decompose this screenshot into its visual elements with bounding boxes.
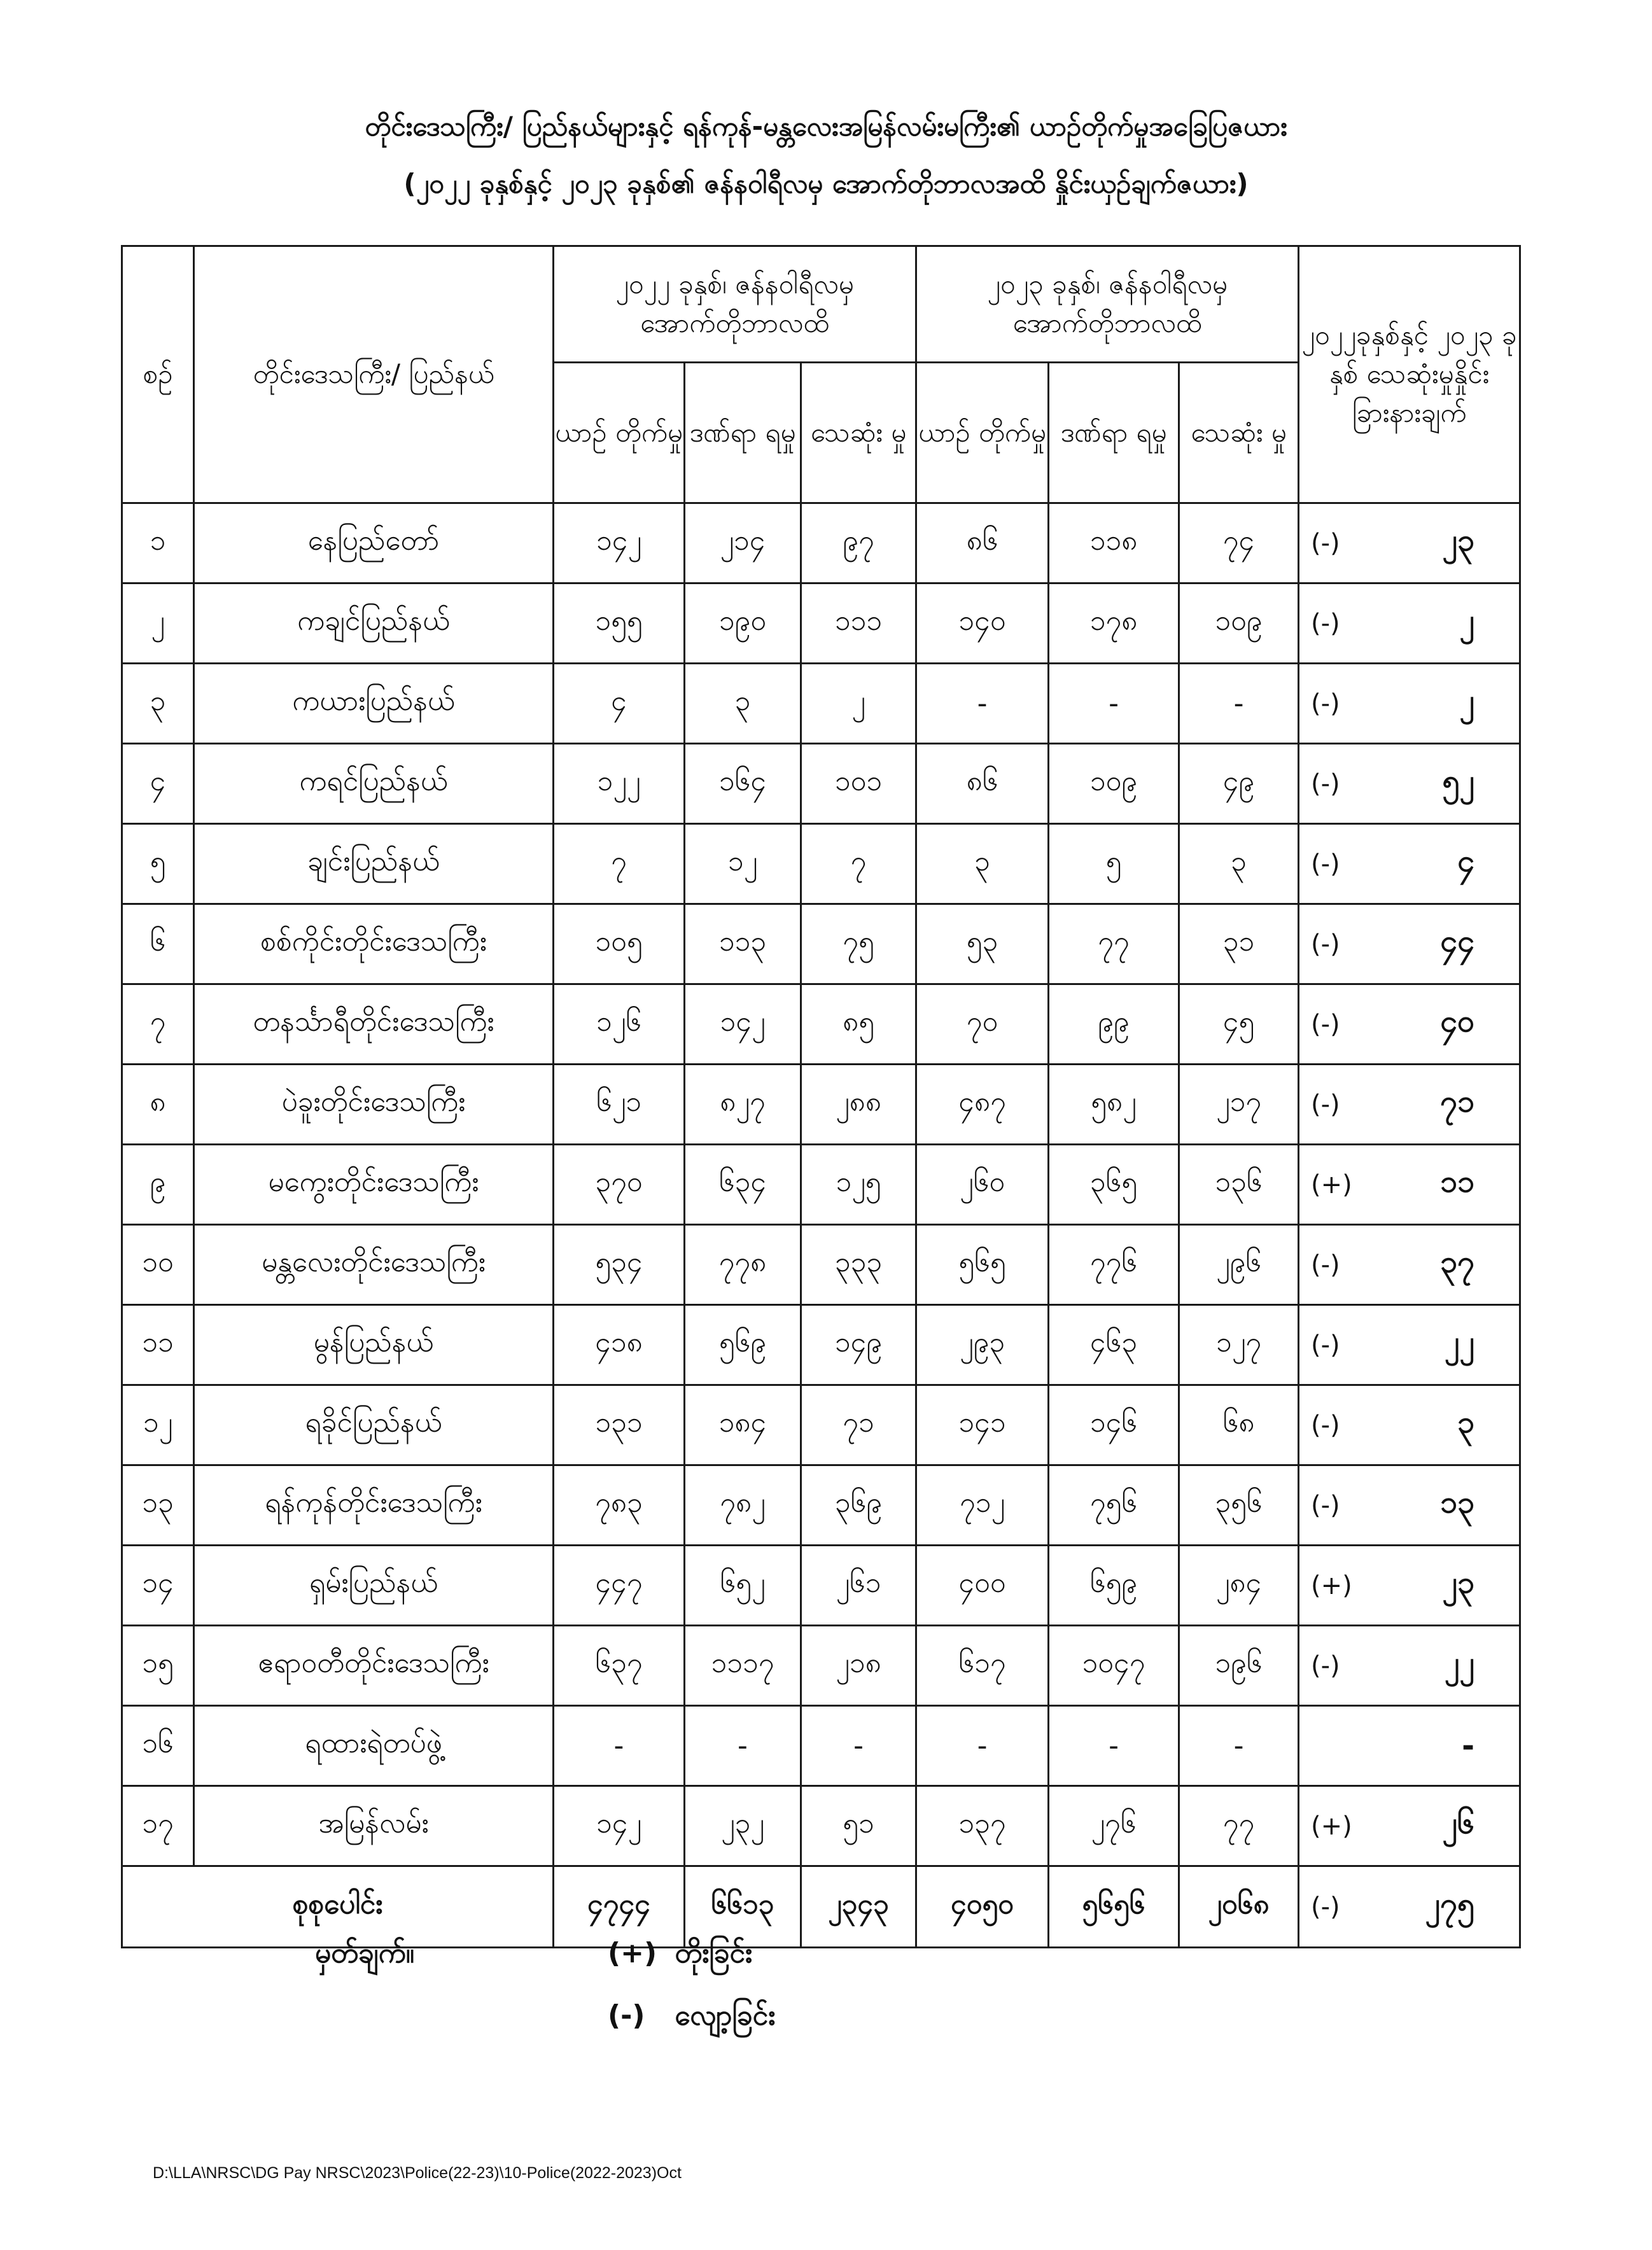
row-number: ၁၄: [122, 1546, 194, 1626]
deaths-2022-cell: ၁၄၉: [801, 1305, 916, 1385]
injured-2022-cell: ၂၃၂: [685, 1786, 801, 1866]
accidents-2022-cell: ၅၃၄: [554, 1225, 685, 1305]
deaths-2022-cell: ၂၁၈: [801, 1626, 916, 1706]
row-number: ၁၀: [122, 1225, 194, 1305]
death-difference-cell: [1299, 1465, 1520, 1546]
death-difference-cell: [1299, 984, 1520, 1065]
injured-2022-cell: ၁၆၄: [685, 744, 801, 824]
accidents-2023-cell: ၈၆: [916, 503, 1049, 583]
death-difference-cell: [1299, 744, 1520, 824]
row-number: ၈: [122, 1065, 194, 1145]
deaths-2022-cell: ၇၁: [801, 1385, 916, 1465]
injured-2023-cell: ၇၅၆: [1049, 1465, 1179, 1546]
difference-value: ၂၆: [1442, 1805, 1475, 1841]
difference-sign: (-): [1311, 1651, 1340, 1681]
accidents-2023-cell: ၅၃: [916, 904, 1049, 984]
header-accidents-2023: ယာဉ် တိုက်မှု: [916, 363, 1049, 503]
total-label: စုစုပေါင်း: [122, 1866, 554, 1948]
death-difference-cell: [1299, 1385, 1520, 1465]
table-row: [122, 904, 1520, 984]
accidents-2022-cell: ၁၃၁: [554, 1385, 685, 1465]
table-row: [122, 664, 1520, 744]
difference-sign: (-): [1311, 688, 1340, 718]
accidents-2022-cell: ၄: [554, 664, 685, 744]
deaths-2023-cell: ၂၈၄: [1179, 1546, 1299, 1626]
deaths-2022-cell: ၁၀၁: [801, 744, 916, 824]
injured-2023-cell: ၆၅၉: [1049, 1546, 1179, 1626]
region-name: မန္တလေးတိုင်းဒေသကြီး: [194, 1225, 554, 1305]
deaths-2022-cell: ၁၁၁: [801, 583, 916, 664]
header-region: တိုင်းဒေသကြီး/ ပြည်နယ်: [194, 246, 554, 503]
accidents-2022-cell: ၁၀၅: [554, 904, 685, 984]
injured-2023-cell: ၃၆၅: [1049, 1145, 1179, 1225]
difference-sign: (-): [1311, 1330, 1340, 1360]
injured-2022-cell: ၆၅၂: [685, 1546, 801, 1626]
difference-sign: (+): [1311, 1811, 1352, 1841]
note-plus-text: တိုးခြင်း: [675, 1937, 753, 1969]
accidents-2023-cell: ၄၀၀: [916, 1546, 1049, 1626]
accidents-2023-cell: ၈၆: [916, 744, 1049, 824]
accidents-2022-cell: ၆၂၁: [554, 1065, 685, 1145]
difference-sign: (-): [1311, 1250, 1340, 1280]
death-difference-cell: [1299, 1866, 1520, 1948]
table-row: [122, 1305, 1520, 1385]
difference-value: -: [1462, 1728, 1475, 1764]
accident-comparison-table: [121, 245, 1521, 1948]
difference-sign: (-): [1311, 929, 1340, 959]
accidents-2023-cell: ၄၈၇: [916, 1065, 1049, 1145]
row-number: ၄: [122, 744, 194, 824]
difference-sign: (-): [1311, 608, 1340, 638]
row-number: ၁၇: [122, 1786, 194, 1866]
deaths-2023-cell: -: [1179, 1706, 1299, 1786]
difference-sign: (-): [1311, 1490, 1340, 1520]
difference-sign: (-): [1311, 849, 1340, 879]
header-injured-2022: ဒဏ်ရာ ရမှု: [685, 363, 801, 503]
injured-2023-cell: -: [1049, 1706, 1179, 1786]
header-period-2022: ၂၀၂၂ ခုနှစ်၊ ဇန်နဝါရီလမှ အောက်တိုဘာလထိ: [554, 246, 916, 363]
death-difference-cell: [1299, 904, 1520, 984]
deaths-2022-cell: ၈၅: [801, 984, 916, 1065]
injured-2022-cell: ၁၂: [685, 824, 801, 904]
deaths-2023-cell: ၄၅: [1179, 984, 1299, 1065]
deaths-2022-cell: ၇: [801, 824, 916, 904]
death-difference-cell: [1299, 583, 1520, 664]
deaths-2023-cell: ၁၃၆: [1179, 1145, 1299, 1225]
difference-value: ၄: [1457, 842, 1475, 879]
accidents-2023-cell: ၁၄၁: [916, 1385, 1049, 1465]
note-increase: [608, 1936, 752, 1976]
table-row: [122, 1145, 1520, 1225]
row-number: ၂: [122, 583, 194, 664]
note-label: မှတ်ချက်။: [315, 1937, 415, 1969]
region-name: ရှမ်းပြည်နယ်: [194, 1546, 554, 1626]
table-row: [122, 1465, 1520, 1546]
injured-2023-cell: ၅၈၂: [1049, 1065, 1179, 1145]
deaths-2023-cell: ၄၉: [1179, 744, 1299, 824]
document-subtitle: (၂၀၂၂ ခုနှစ်နှင့် ၂၀၂၃ ခုနှစ်၏ ဇန်နဝါရီလမှ အောက်တိုဘာလအထိ နှိုင်းယှဉ်ချက်ဇယား): [403, 168, 1249, 199]
accidents-2022-cell: ၁၂၂: [554, 744, 685, 824]
accidents-2022-cell: ၁၄၂: [554, 1786, 685, 1866]
difference-sign: (-): [1311, 1009, 1340, 1039]
injured-2023-cell: ၅: [1049, 824, 1179, 904]
header-diff: ၂၀၂၂ခုနှစ်နှင့် ၂၀၂၃ ခုနှစ် သေဆုံးမှုနှိုင်း ခြားနားချက်: [1299, 246, 1520, 503]
difference-value: ၂၇၅: [1425, 1885, 1475, 1922]
table-row: [122, 744, 1520, 824]
death-difference-cell: [1299, 1145, 1520, 1225]
header-deaths-2023: သေဆုံး မှု: [1179, 363, 1299, 503]
injured-2022-cell: ၆၆၁၃: [685, 1866, 801, 1948]
row-number: ၇: [122, 984, 194, 1065]
difference-value: ၃: [1457, 1404, 1475, 1440]
header-row-1: [122, 246, 1520, 363]
deaths-2022-cell: ၅၁: [801, 1786, 916, 1866]
region-name: ရခိုင်ပြည်နယ်: [194, 1385, 554, 1465]
header-deaths-2022: သေဆုံး မှု: [801, 363, 916, 503]
table-row: [122, 503, 1520, 583]
accidents-2023-cell: ၆၁၇: [916, 1626, 1049, 1706]
row-number: ၁၂: [122, 1385, 194, 1465]
death-difference-cell: [1299, 824, 1520, 904]
note-minus-text: လျော့ခြင်း: [675, 1999, 776, 2032]
table-row: [122, 1626, 1520, 1706]
accidents-2022-cell: ၁၂၆: [554, 984, 685, 1065]
difference-value: ၂၃: [1442, 522, 1475, 558]
header-period-2023: ၂၀၂၃ ခုနှစ်၊ ဇန်နဝါရီလမှ အောက်တိုဘာလထိ: [916, 246, 1299, 363]
difference-value: ၂: [1459, 602, 1475, 638]
accidents-2022-cell: ၄၁၈: [554, 1305, 685, 1385]
region-name: အမြန်လမ်း: [194, 1786, 554, 1866]
difference-value: ၅၂: [1442, 762, 1475, 799]
deaths-2022-cell: -: [801, 1706, 916, 1786]
region-name: မွန်ပြည်နယ်: [194, 1305, 554, 1385]
difference-sign: (-): [1311, 528, 1340, 558]
row-number: ၁၆: [122, 1706, 194, 1786]
accidents-2022-cell: ၇: [554, 824, 685, 904]
deaths-2023-cell: ၇၇: [1179, 1786, 1299, 1866]
table-row: [122, 1546, 1520, 1626]
injured-2022-cell: ၁၁၃: [685, 904, 801, 984]
region-name: ပဲခူးတိုင်းဒေသကြီး: [194, 1065, 554, 1145]
accidents-2023-cell: -: [916, 1706, 1049, 1786]
deaths-2022-cell: ၂၃၄၃: [801, 1866, 916, 1948]
deaths-2022-cell: ၃၆၉: [801, 1465, 916, 1546]
region-name: ရထားရဲတပ်ဖွဲ့: [194, 1706, 554, 1786]
accidents-2023-cell: ၃: [916, 824, 1049, 904]
injured-2023-cell: ၅၆၅၆: [1049, 1866, 1179, 1948]
injured-2023-cell: ၄၆၃: [1049, 1305, 1179, 1385]
accidents-2023-cell: ၇၁၂: [916, 1465, 1049, 1546]
accidents-2023-cell: ၂၉၃: [916, 1305, 1049, 1385]
injured-2023-cell: ၇၇: [1049, 904, 1179, 984]
accidents-2022-cell: ၄၄၇: [554, 1546, 685, 1626]
death-difference-cell: [1299, 1065, 1520, 1145]
difference-value: ၂၃: [1442, 1564, 1475, 1600]
accidents-2022-cell: ၁၄၂: [554, 503, 685, 583]
death-difference-cell: [1299, 1546, 1520, 1626]
difference-value: ၄၄: [1440, 923, 1475, 959]
region-name: မကွေးတိုင်းဒေသကြီး: [194, 1145, 554, 1225]
accidents-2022-cell: ၃၇၀: [554, 1145, 685, 1225]
injured-2023-cell: ၂၇၆: [1049, 1786, 1179, 1866]
death-difference-cell: [1299, 1786, 1520, 1866]
note-minus-symbol: (-): [608, 1999, 645, 2032]
header-injured-2023: ဒဏ်ရာ ရမှု: [1049, 363, 1179, 503]
accidents-2023-cell: ၂၆၀: [916, 1145, 1049, 1225]
deaths-2023-cell: ၂၀၆၈: [1179, 1866, 1299, 1948]
deaths-2023-cell: ၇၄: [1179, 503, 1299, 583]
injured-2022-cell: ၈၂၇: [685, 1065, 801, 1145]
deaths-2022-cell: ၃၃၃: [801, 1225, 916, 1305]
difference-sign: (+): [1311, 1170, 1352, 1199]
accidents-2023-cell: ၇၀: [916, 984, 1049, 1065]
difference-value: ၂၂: [1444, 1644, 1475, 1681]
injured-2022-cell: ၇၇၈: [685, 1225, 801, 1305]
row-number: ၁: [122, 503, 194, 583]
deaths-2023-cell: ၂၁၇: [1179, 1065, 1299, 1145]
deaths-2022-cell: ၁၂၅: [801, 1145, 916, 1225]
deaths-2023-cell: ၃၅၆: [1179, 1465, 1299, 1546]
injured-2022-cell: -: [685, 1706, 801, 1786]
deaths-2023-cell: ၃၁: [1179, 904, 1299, 984]
difference-value: ၂: [1459, 682, 1475, 718]
table-row: [122, 1706, 1520, 1786]
table-row: [122, 824, 1520, 904]
difference-value: ၂၂: [1444, 1324, 1475, 1360]
deaths-2023-cell: -: [1179, 664, 1299, 744]
deaths-2022-cell: ၉၇: [801, 503, 916, 583]
region-name: ရန်ကုန်တိုင်းဒေသကြီး: [194, 1465, 554, 1546]
accidents-2023-cell: -: [916, 664, 1049, 744]
difference-value: ၃၇: [1440, 1243, 1475, 1280]
deaths-2022-cell: ၇၅: [801, 904, 916, 984]
injured-2022-cell: ၁၄၂: [685, 984, 801, 1065]
table-row: [122, 583, 1520, 664]
injured-2023-cell: ၁၄၆: [1049, 1385, 1179, 1465]
death-difference-cell: [1299, 1626, 1520, 1706]
header-accidents-2022: ယာဉ် တိုက်မှု: [554, 363, 685, 503]
region-name: ကယားပြည်နယ်: [194, 664, 554, 744]
injured-2022-cell: ၁၁၁၇: [685, 1626, 801, 1706]
note-plus-symbol: (+): [608, 1937, 657, 1969]
death-difference-cell: [1299, 503, 1520, 583]
injured-2023-cell: -: [1049, 664, 1179, 744]
death-difference-cell: [1299, 664, 1520, 744]
injured-2023-cell: ၁၁၈: [1049, 503, 1179, 583]
injured-2023-cell: ၇၇၆: [1049, 1225, 1179, 1305]
deaths-2022-cell: ၂: [801, 664, 916, 744]
difference-value: ၁၁: [1440, 1163, 1475, 1199]
injured-2022-cell: ၅၆၉: [685, 1305, 801, 1385]
deaths-2022-cell: ၂၈၈: [801, 1065, 916, 1145]
row-number: ၃: [122, 664, 194, 744]
difference-sign: (-): [1311, 1089, 1340, 1119]
table-row: [122, 1786, 1520, 1866]
deaths-2023-cell: ၆၈: [1179, 1385, 1299, 1465]
region-name: ကရင်ပြည်နယ်: [194, 744, 554, 824]
deaths-2023-cell: ၂၉၆: [1179, 1225, 1299, 1305]
difference-sign: (-): [1311, 769, 1340, 799]
death-difference-cell: [1299, 1706, 1520, 1786]
difference-value: ၄၀: [1440, 1003, 1475, 1039]
injured-2022-cell: ၆၃၄: [685, 1145, 801, 1225]
deaths-2023-cell: ၁၀၉: [1179, 583, 1299, 664]
injured-2023-cell: ၁၇၈: [1049, 583, 1179, 664]
injured-2022-cell: ၁၈၄: [685, 1385, 801, 1465]
deaths-2023-cell: ၃: [1179, 824, 1299, 904]
accidents-2022-cell: ၇၈၃: [554, 1465, 685, 1546]
injured-2022-cell: ၂၁၄: [685, 503, 801, 583]
injured-2023-cell: ၉၉: [1049, 984, 1179, 1065]
region-name: စစ်ကိုင်းတိုင်းဒေသကြီး: [194, 904, 554, 984]
accidents-2023-cell: ၁၃၇: [916, 1786, 1049, 1866]
region-name: ဧရာဝတီတိုင်းဒေသကြီး: [194, 1626, 554, 1706]
row-number: ၁၁: [122, 1305, 194, 1385]
accidents-2022-cell: ၁၅၅: [554, 583, 685, 664]
difference-value: ၇၁: [1440, 1083, 1475, 1119]
table-row: [122, 984, 1520, 1065]
row-number: ၅: [122, 824, 194, 904]
accidents-2023-cell: ၁၄၀: [916, 583, 1049, 664]
region-name: နေပြည်တော်: [194, 503, 554, 583]
table-row: [122, 1385, 1520, 1465]
region-name: ချင်းပြည်နယ်: [194, 824, 554, 904]
injured-2022-cell: ၇၈၂: [685, 1465, 801, 1546]
table-row: [122, 1065, 1520, 1145]
accidents-2022-cell: ၆၃၇: [554, 1626, 685, 1706]
injured-2022-cell: ၃: [685, 664, 801, 744]
note-decrease: [608, 1998, 775, 2039]
accidents-2023-cell: ၄၀၅၀: [916, 1866, 1049, 1948]
region-name: ကချင်ပြည်နယ်: [194, 583, 554, 664]
death-difference-cell: [1299, 1305, 1520, 1385]
injured-2023-cell: ၁၀၄၇: [1049, 1626, 1179, 1706]
table-row: [122, 1225, 1520, 1305]
accidents-2023-cell: ၅၆၅: [916, 1225, 1049, 1305]
row-number: ၆: [122, 904, 194, 984]
deaths-2022-cell: ၂၆၁: [801, 1546, 916, 1626]
deaths-2023-cell: ၁၉၆: [1179, 1626, 1299, 1706]
deaths-2023-cell: ၁၂၇: [1179, 1305, 1299, 1385]
injured-2023-cell: ၁၀၉: [1049, 744, 1179, 824]
difference-sign: (+): [1311, 1570, 1352, 1600]
accidents-2022-cell: ၄၇၄၄: [554, 1866, 685, 1948]
document-title: တိုင်းဒေသကြီး/ ပြည်နယ်များနှင့် ရန်ကုန်-မန္တလေးအမြန်လမ်းမကြီး၏ ယာဉ်တိုက်မှုအခြေပြဇယား: [365, 111, 1287, 142]
difference-sign: (-): [1311, 1892, 1340, 1922]
difference-sign: (-): [1311, 1410, 1340, 1440]
death-difference-cell: [1299, 1225, 1520, 1305]
row-number: ၁၃: [122, 1465, 194, 1546]
accidents-2022-cell: -: [554, 1706, 685, 1786]
difference-value: ၁၃: [1440, 1484, 1475, 1520]
injured-2022-cell: ၁၉၀: [685, 583, 801, 664]
region-name: တနင်္သာရီတိုင်းဒေသကြီး: [194, 984, 554, 1065]
row-number: ၁၅: [122, 1626, 194, 1706]
header-no: စဉ်: [122, 246, 194, 503]
row-number: ၉: [122, 1145, 194, 1225]
file-path-footer: D:\LLA\NRSC\DG Pay NRSC\2023\Police(22-23)\10-Police(2022-2023)Oct: [153, 2164, 682, 2182]
